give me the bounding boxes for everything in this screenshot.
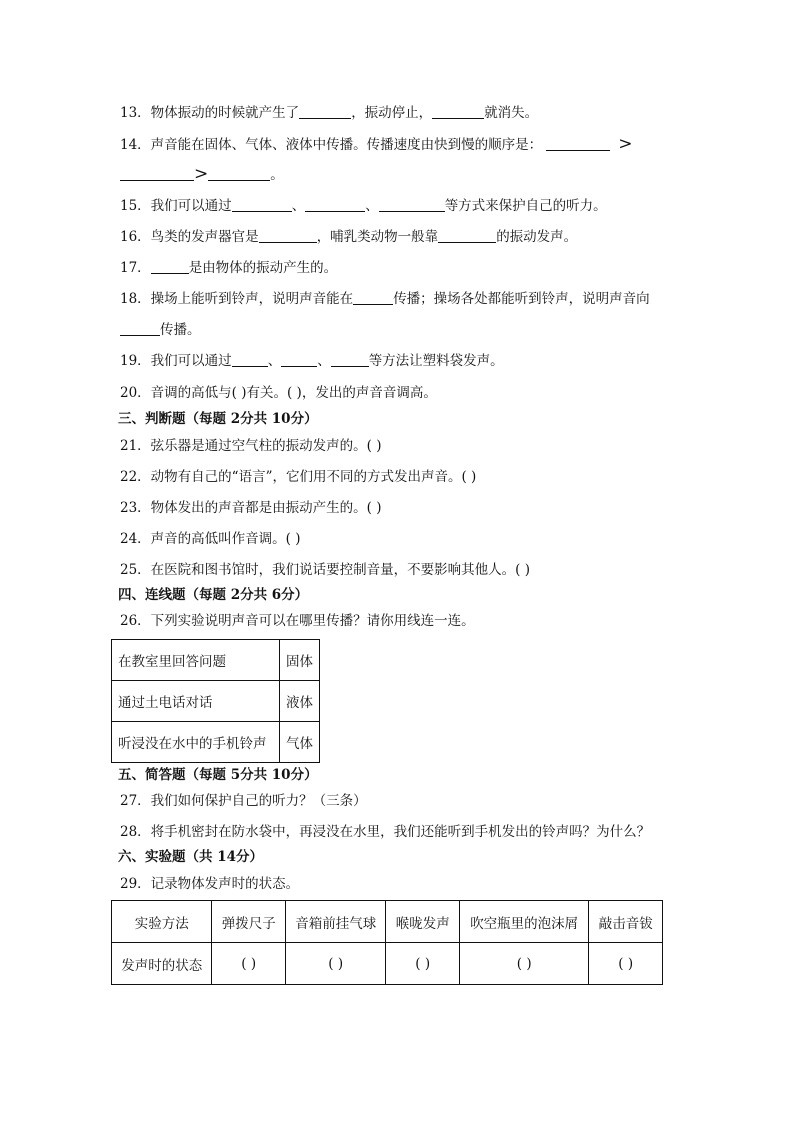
match-right-item[interactable]: 气体 <box>280 722 320 763</box>
answer-blank[interactable] <box>379 197 445 212</box>
answer-cell[interactable]: ( ) <box>212 943 286 985</box>
match-left-item[interactable]: 在教室里回答问题 <box>112 640 280 681</box>
table-row-label: 发声时的状态 <box>112 943 212 985</box>
table-header-row <box>112 901 663 943</box>
question-26: 26．下列实验说明声音可以在哪里传播？请你用线连一连。 <box>120 613 475 629</box>
question-23: 23．物体发出的声音都是由振动产生的。( ) <box>120 500 382 516</box>
question-25: 25．在医院和图书馆时，我们说话要控制音量，不要影响其他人。( ) <box>120 562 531 578</box>
table-row <box>112 681 320 722</box>
question-13: 13．物体振动的时候就产生了 ，振动停止， 就消失。 <box>120 105 539 121</box>
question-22: 22．动物有自己的“语言”，它们用不同的方式发出声音。( ) <box>120 469 477 485</box>
record-table <box>111 900 663 985</box>
table-header-cell: 实验方法 <box>112 901 212 943</box>
answer-blank[interactable] <box>305 197 365 212</box>
answer-blank[interactable] <box>232 352 268 367</box>
match-right-item[interactable]: 液体 <box>280 681 320 722</box>
matching-table <box>111 639 320 763</box>
answer-blank[interactable] <box>120 321 160 336</box>
table-header-cell: 吹空瓶里的泡沫屑 <box>459 901 588 943</box>
section-3-title: 三、判断题（每题 2分共 10分） <box>118 411 318 427</box>
answer-blank[interactable] <box>151 259 189 274</box>
answer-cell[interactable]: ( ) <box>459 943 588 985</box>
answer-blank[interactable] <box>120 166 194 181</box>
match-left-item[interactable]: 听浸没在水中的手机铃声 <box>112 722 280 763</box>
question-28: 28．将手机密封在防水袋中，再浸没在水里，我们还能听到手机发出的铃声吗？为什么？ <box>120 824 651 840</box>
answer-blank[interactable] <box>232 197 292 212</box>
table-header-cell: 敲击音钹 <box>589 901 663 943</box>
question-14: 14．声音能在固体、气体、液体中传播。传播速度由快到慢的顺序是： > <box>120 134 633 154</box>
question-21: 21．弦乐器是通过空气柱的振动发声的。( ) <box>120 438 382 454</box>
question-20: 20．音调的高低与( )有关。( )，发出的声音音调高。 <box>120 385 437 401</box>
question-17: 17． 是由物体的振动产生的。 <box>120 260 338 276</box>
question-19: 19．我们可以通过 、 、 等方法让塑料袋发声。 <box>120 353 504 369</box>
table-row <box>112 943 663 985</box>
question-18: 18．操场上能听到铃声，说明声音能在 传播；操场各处都能听到铃声，说明声音向 <box>120 291 650 307</box>
section-4-title: 四、连线题（每题 2分共 6分） <box>118 587 309 603</box>
answer-blank[interactable] <box>546 136 610 151</box>
table-header-cell: 音箱前挂气球 <box>285 901 385 943</box>
table-header-cell: 弹拨尺子 <box>212 901 286 943</box>
question-14-cont: > 。 <box>120 164 284 185</box>
section-5-title: 五、简答题（每题 5分共 10分） <box>118 767 318 783</box>
answer-cell[interactable]: ( ) <box>285 943 385 985</box>
section-6-title: 六、实验题（共 14分） <box>118 849 263 865</box>
answer-blank[interactable] <box>259 228 317 243</box>
answer-blank[interactable] <box>299 104 351 119</box>
answer-blank[interactable] <box>208 166 270 181</box>
question-16: 16．鸟类的发声器官是 ，哺乳类动物一般靠 的振动发声。 <box>120 229 578 245</box>
table-row <box>112 640 320 681</box>
question-15: 15．我们可以通过 、 、 等方式来保护自己的听力。 <box>120 198 607 214</box>
question-18-cont: 传播。 <box>120 320 201 340</box>
match-left-item[interactable]: 通过土电话对话 <box>112 681 280 722</box>
answer-cell[interactable]: ( ) <box>386 943 460 985</box>
answer-blank[interactable] <box>281 352 317 367</box>
answer-blank[interactable] <box>438 228 496 243</box>
question-24: 24．声音的高低叫作音调。( ) <box>120 531 301 547</box>
answer-cell[interactable]: ( ) <box>589 943 663 985</box>
answer-blank[interactable] <box>331 352 369 367</box>
match-right-item[interactable]: 固体 <box>280 640 320 681</box>
answer-blank[interactable] <box>432 104 484 119</box>
table-header-cell: 喉咙发声 <box>386 901 460 943</box>
question-29: 29．记录物体发声时的状态。 <box>120 876 300 892</box>
question-27: 27．我们如何保护自己的听力？（三条） <box>120 793 367 809</box>
answer-blank[interactable] <box>353 290 393 305</box>
table-row <box>112 722 320 763</box>
